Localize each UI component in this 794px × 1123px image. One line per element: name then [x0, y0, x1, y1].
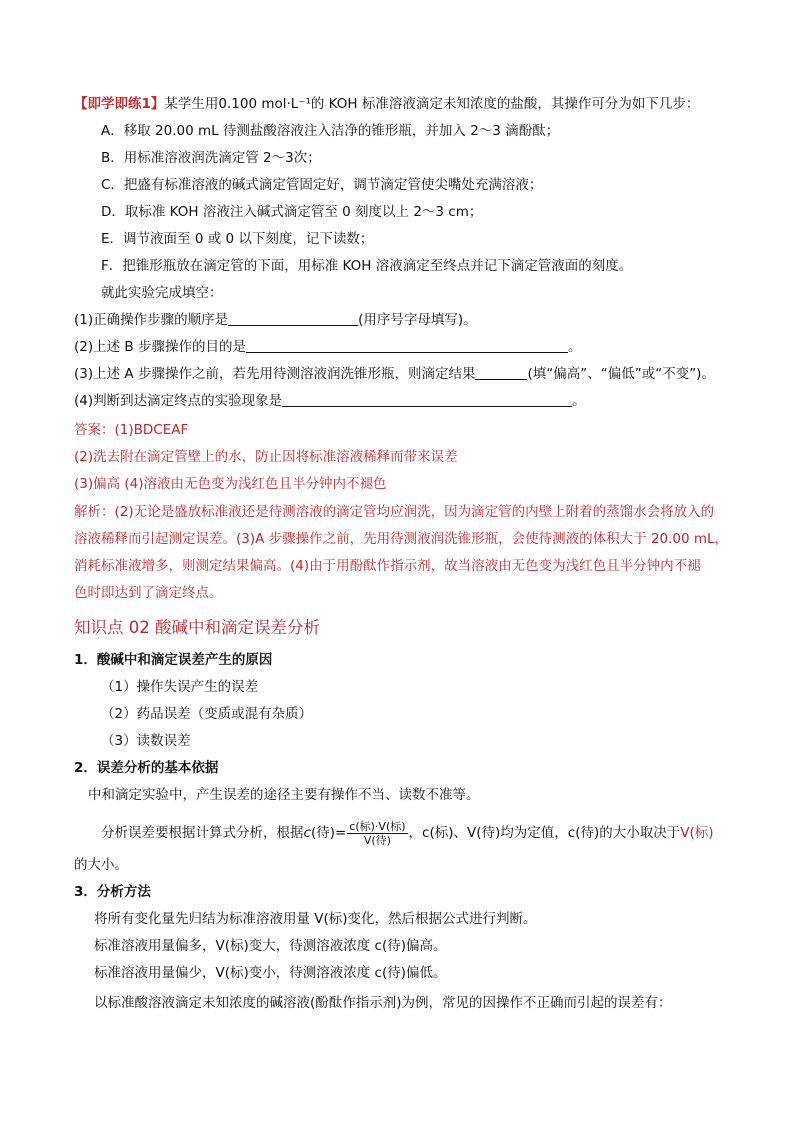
section-title: 知识点 02 酸碱中和滴定误差分析: [74, 618, 320, 637]
question-4-blank[interactable]: [282, 392, 572, 407]
question-4-text: (4)判断到达滴定终点的实验现象是: [74, 393, 283, 409]
fraction-numerator: c(标)·V(标): [349, 819, 406, 833]
formula-lhs: (待)=: [310, 825, 347, 841]
part-3-line-2: 标准溶液用量偏多，V(标)变大，待测溶液浓度 c(待)偏高。: [94, 938, 447, 954]
analysis-line-1: 解析：(2)无论是盛放标准液还是待测溶液的滴定管均应润洗，因为滴定管的内壁上附着的蒸馏水会将放入的: [74, 504, 715, 520]
question-2-suffix: 。: [567, 339, 582, 355]
question-4: [74, 391, 586, 411]
question-1-text: (1)正确操作步骤的顺序是: [74, 312, 229, 328]
analysis-line-2: 溶液稀释而引起测定误差。(3)A 步骤操作之前，先用待测液润洗锥形瓶，会使待测液的体积大于 20.00 mL，: [74, 531, 729, 547]
question-3: [74, 364, 715, 384]
answer-line-1: 答案：(1)BDCEAF: [74, 422, 189, 438]
question-2: [74, 337, 581, 357]
answer-line-2: (2)洗去附在滴定管壁上的水，防止因将标准溶液稀释而带来误差: [74, 449, 458, 465]
exercise-intro: 某学生用0.100 mol·L⁻¹的 KOH 标准溶液滴定未知浓度的盐酸，其操作可分为如下几步：: [164, 96, 700, 112]
analysis-line-3: 消耗标准液增多，则测定结果偏高。(4)由于用酚酞作指示剂，故当溶液由无色变为浅红色且半分钟内不褪: [74, 558, 701, 574]
part-2-para-end: 的大小。: [74, 857, 128, 873]
question-3-text: (3)上述 A 步骤操作之前，若先用待测溶液润洗锥形瓶，则滴定结果: [74, 366, 476, 382]
part-1-item-2: （2）药品误差（变质或混有杂质）: [101, 706, 313, 722]
question-3-suffix: (填“偏高”、“偏低”或“不变”)。: [527, 366, 715, 382]
step-e: E．调节液面至 0 或 0 以下刻度，记下读数；: [101, 231, 374, 247]
question-1-blank[interactable]: [228, 311, 358, 326]
formula-c: c: [303, 825, 311, 841]
question-2-blank[interactable]: [246, 338, 568, 353]
formula-v-std: V(标): [680, 825, 714, 841]
part-1-item-1: （1）操作失误产生的误差: [101, 679, 259, 695]
step-f: F．把锥形瓶放在滴定管的下面，用标准 KOH 溶液滴定至终点并记下滴定管液面的刻度。: [101, 258, 633, 274]
question-1: [74, 310, 477, 330]
question-1-suffix: (用序号字母填写)。: [358, 312, 477, 328]
part-3-line-3: 标准溶液用量偏少，V(标)变小，待测溶液浓度 c(待)偏低。: [94, 965, 447, 981]
step-a: A．移取 20.00 mL 待测盐酸溶液注入洁净的锥形瓶，并加入 2～3 滴酚酞；: [101, 123, 560, 139]
part-3-line-1: 将所有变化量先归结为标准溶液用量 V(标)变化，然后根据公式进行判断。: [94, 911, 537, 927]
formula-fraction: [347, 820, 407, 847]
part-3-heading: 3．分析方法: [74, 884, 151, 900]
step-d: D．取标准 KOH 溶液注入碱式滴定管至 0 刻度以上 2～3 cm；: [101, 204, 483, 220]
question-2-text: (2)上述 B 步骤操作的目的是: [74, 339, 246, 355]
answer-line-3: (3)偏高 (4)溶液由无色变为浅红色且半分钟内不褪色: [74, 476, 387, 492]
fraction-denominator: V(待): [363, 833, 391, 847]
part-2-para-1: 中和滴定实验中，产生误差的途径主要有操作不当、读数不准等。: [88, 787, 480, 803]
analysis-line-4: 色时即达到了滴定终点。: [74, 585, 223, 601]
step-b: B．用标准溶液润洗滴定管 2～3次；: [101, 150, 321, 166]
step-c: C．把盛有标准溶液的碱式滴定管固定好，调节滴定管使尖嘴处充满溶液；: [101, 177, 543, 193]
part-2-formula-line: [101, 818, 714, 848]
part-3-line-4: 以标准酸溶液滴定未知浓度的碱溶液(酚酞作指示剂)为例，常见的因操作不正确而引起的误差有：: [94, 995, 672, 1011]
part-2-heading: 2．误差分析的基本依据: [74, 760, 219, 776]
exercise-intro-line: [74, 94, 699, 114]
question-3-blank[interactable]: [475, 365, 527, 380]
part-1-item-3: （3）读数误差: [101, 733, 191, 749]
part-1-heading: 1．酸碱中和滴定误差产生的原因: [74, 652, 273, 668]
question-4-suffix: 。: [572, 393, 586, 409]
fill-prompt: 就此实验完成填空：: [101, 285, 223, 301]
formula-explain: ，c(标)、V(待)均为定值，c(待)的大小取决于: [408, 825, 681, 841]
formula-lead-text: 分析误差要根据计算式分析，根据: [101, 825, 304, 841]
exercise-tag: 【即学即练1】: [74, 96, 165, 112]
